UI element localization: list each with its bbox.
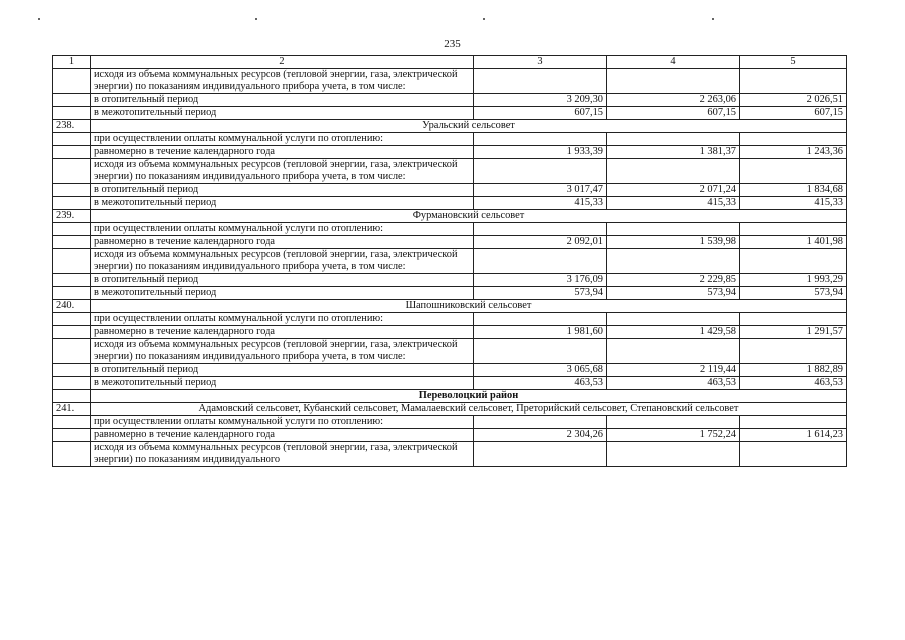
row-number — [53, 133, 91, 146]
column-header: 1 — [53, 56, 91, 69]
row-description: равномерно в течение календарного года — [91, 326, 474, 339]
value-col3 — [474, 339, 607, 364]
value-col3: 415,33 — [474, 197, 607, 210]
value-col4: 1 752,24 — [607, 429, 740, 442]
value-col3 — [474, 249, 607, 274]
value-col5: 1 882,89 — [740, 364, 847, 377]
value-col5 — [740, 159, 847, 184]
value-col4: 463,53 — [607, 377, 740, 390]
district-row — [53, 390, 847, 403]
scan-mark — [712, 18, 714, 20]
row-number — [53, 159, 91, 184]
table-row — [53, 287, 847, 300]
value-col4: 2 229,85 — [607, 274, 740, 287]
value-col5: 573,94 — [740, 287, 847, 300]
value-col4: 1 429,58 — [607, 326, 740, 339]
table-row — [53, 249, 847, 274]
column-header: 2 — [91, 56, 474, 69]
value-col4: 2 071,24 — [607, 184, 740, 197]
value-col5 — [740, 249, 847, 274]
value-col5: 1 401,98 — [740, 236, 847, 249]
section-number: 240. — [53, 300, 91, 313]
row-description: равномерно в течение календарного года — [91, 236, 474, 249]
row-description: при осуществлении оплаты коммунальной услуги по отоплению: — [91, 133, 474, 146]
value-col4 — [607, 223, 740, 236]
row-description: в отопительный период — [91, 184, 474, 197]
row-description: при осуществлении оплаты коммунальной услуги по отоплению: — [91, 416, 474, 429]
section-row — [53, 120, 847, 133]
value-col4: 1 539,98 — [607, 236, 740, 249]
row-description: в отопительный период — [91, 94, 474, 107]
row-description: равномерно в течение календарного года — [91, 146, 474, 159]
row-number — [53, 377, 91, 390]
value-col5: 1 614,23 — [740, 429, 847, 442]
value-col3: 1 981,60 — [474, 326, 607, 339]
value-col3: 3 065,68 — [474, 364, 607, 377]
row-description: при осуществлении оплаты коммунальной услуги по отоплению: — [91, 223, 474, 236]
row-number — [53, 107, 91, 120]
row-description: в межотопительный период — [91, 287, 474, 300]
value-col4: 607,15 — [607, 107, 740, 120]
section-row — [53, 210, 847, 223]
row-number — [53, 94, 91, 107]
value-col5: 1 291,57 — [740, 326, 847, 339]
value-col5: 1 834,68 — [740, 184, 847, 197]
table-row — [53, 69, 847, 94]
value-col4: 415,33 — [607, 197, 740, 210]
section-number: 239. — [53, 210, 91, 223]
row-description: исходя из объема коммунальных ресурсов (тепловой энергии, газа, электрической энергии) по показаниям индивидуального — [91, 442, 474, 467]
row-number — [53, 429, 91, 442]
table-row — [53, 313, 847, 326]
row-number — [53, 326, 91, 339]
value-col5: 1 243,36 — [740, 146, 847, 159]
table-row — [53, 274, 847, 287]
table-row — [53, 339, 847, 364]
value-col3 — [474, 313, 607, 326]
value-col4 — [607, 313, 740, 326]
table-row — [53, 364, 847, 377]
table-row — [53, 94, 847, 107]
value-col3 — [474, 133, 607, 146]
section-title: Уральский сельсовет — [91, 120, 847, 133]
row-number — [53, 69, 91, 94]
row-description: равномерно в течение календарного года — [91, 429, 474, 442]
value-col5: 463,53 — [740, 377, 847, 390]
table-body — [53, 69, 847, 467]
value-col3: 3 209,30 — [474, 94, 607, 107]
tariff-table — [52, 55, 847, 467]
value-col5 — [740, 69, 847, 94]
section-number: 241. — [53, 403, 91, 416]
row-description: в отопительный период — [91, 274, 474, 287]
value-col5: 2 026,51 — [740, 94, 847, 107]
table-row — [53, 146, 847, 159]
scan-mark — [38, 18, 40, 20]
district-title: Переволоцкий район — [91, 390, 847, 403]
value-col4 — [607, 133, 740, 146]
row-description: исходя из объема коммунальных ресурсов (тепловой энергии, газа, электрической энергии) по показаниям индивидуального прибора учета, в том числе: — [91, 249, 474, 274]
table-row — [53, 159, 847, 184]
value-col4 — [607, 416, 740, 429]
value-col5 — [740, 223, 847, 236]
table-row — [53, 377, 847, 390]
row-number — [53, 287, 91, 300]
section-number: 238. — [53, 120, 91, 133]
value-col4 — [607, 69, 740, 94]
value-col3 — [474, 442, 607, 467]
value-col3 — [474, 69, 607, 94]
section-title: Шапошниковский сельсовет — [91, 300, 847, 313]
column-header: 3 — [474, 56, 607, 69]
section-row — [53, 300, 847, 313]
table-row — [53, 133, 847, 146]
value-col5 — [740, 416, 847, 429]
value-col3: 463,53 — [474, 377, 607, 390]
section-title: Фурмановский сельсовет — [91, 210, 847, 223]
column-header: 4 — [607, 56, 740, 69]
row-number — [53, 442, 91, 467]
row-number — [53, 223, 91, 236]
table-row — [53, 236, 847, 249]
column-header: 5 — [740, 56, 847, 69]
row-number — [53, 236, 91, 249]
value-col4 — [607, 249, 740, 274]
scan-mark — [483, 18, 485, 20]
value-col4 — [607, 159, 740, 184]
row-description: в межотопительный период — [91, 107, 474, 120]
row-number — [53, 416, 91, 429]
value-col4: 2 119,44 — [607, 364, 740, 377]
section-title: Адамовский сельсовет, Кубанский сельсовет, Мамалаевский сельсовет, Преторийский сельсовет, Степановский сельсовет — [91, 403, 847, 416]
row-number — [53, 313, 91, 326]
value-col4: 573,94 — [607, 287, 740, 300]
value-col4: 2 263,06 — [607, 94, 740, 107]
empty-cell — [53, 390, 91, 403]
table-row — [53, 197, 847, 210]
scan-mark — [255, 18, 257, 20]
value-col3: 3 176,09 — [474, 274, 607, 287]
value-col3: 573,94 — [474, 287, 607, 300]
value-col3 — [474, 416, 607, 429]
value-col3 — [474, 159, 607, 184]
value-col3: 3 017,47 — [474, 184, 607, 197]
value-col4 — [607, 442, 740, 467]
value-col3: 1 933,39 — [474, 146, 607, 159]
value-col5 — [740, 133, 847, 146]
section-row — [53, 403, 847, 416]
value-col5 — [740, 442, 847, 467]
value-col4 — [607, 339, 740, 364]
row-description: в межотопительный период — [91, 197, 474, 210]
value-col5: 415,33 — [740, 197, 847, 210]
table-row — [53, 326, 847, 339]
row-number — [53, 339, 91, 364]
row-description: исходя из объема коммунальных ресурсов (тепловой энергии, газа, электрической энергии) по показаниям индивидуального прибора учета, в том числе: — [91, 69, 474, 94]
value-col3: 2 304,26 — [474, 429, 607, 442]
table-row — [53, 184, 847, 197]
row-number — [53, 197, 91, 210]
value-col4: 1 381,37 — [607, 146, 740, 159]
row-description: в межотопительный период — [91, 377, 474, 390]
value-col5: 1 993,29 — [740, 274, 847, 287]
table-row — [53, 429, 847, 442]
row-description: исходя из объема коммунальных ресурсов (тепловой энергии, газа, электрической энергии) по показаниям индивидуального прибора учета, в том числе: — [91, 159, 474, 184]
value-col3: 607,15 — [474, 107, 607, 120]
value-col5 — [740, 313, 847, 326]
row-description: при осуществлении оплаты коммунальной услуги по отоплению: — [91, 313, 474, 326]
table-row — [53, 442, 847, 467]
table-row — [53, 107, 847, 120]
page-number: 235 — [444, 38, 461, 50]
row-number — [53, 146, 91, 159]
value-col5 — [740, 339, 847, 364]
value-col3: 2 092,01 — [474, 236, 607, 249]
row-number — [53, 274, 91, 287]
row-description: в отопительный период — [91, 364, 474, 377]
table-row — [53, 223, 847, 236]
row-description: исходя из объема коммунальных ресурсов (тепловой энергии, газа, электрической энергии) по показаниям индивидуального прибора учета, в том числе: — [91, 339, 474, 364]
row-number — [53, 364, 91, 377]
row-number — [53, 184, 91, 197]
column-header-row — [53, 56, 847, 69]
value-col5: 607,15 — [740, 107, 847, 120]
table-row — [53, 416, 847, 429]
row-number — [53, 249, 91, 274]
value-col3 — [474, 223, 607, 236]
